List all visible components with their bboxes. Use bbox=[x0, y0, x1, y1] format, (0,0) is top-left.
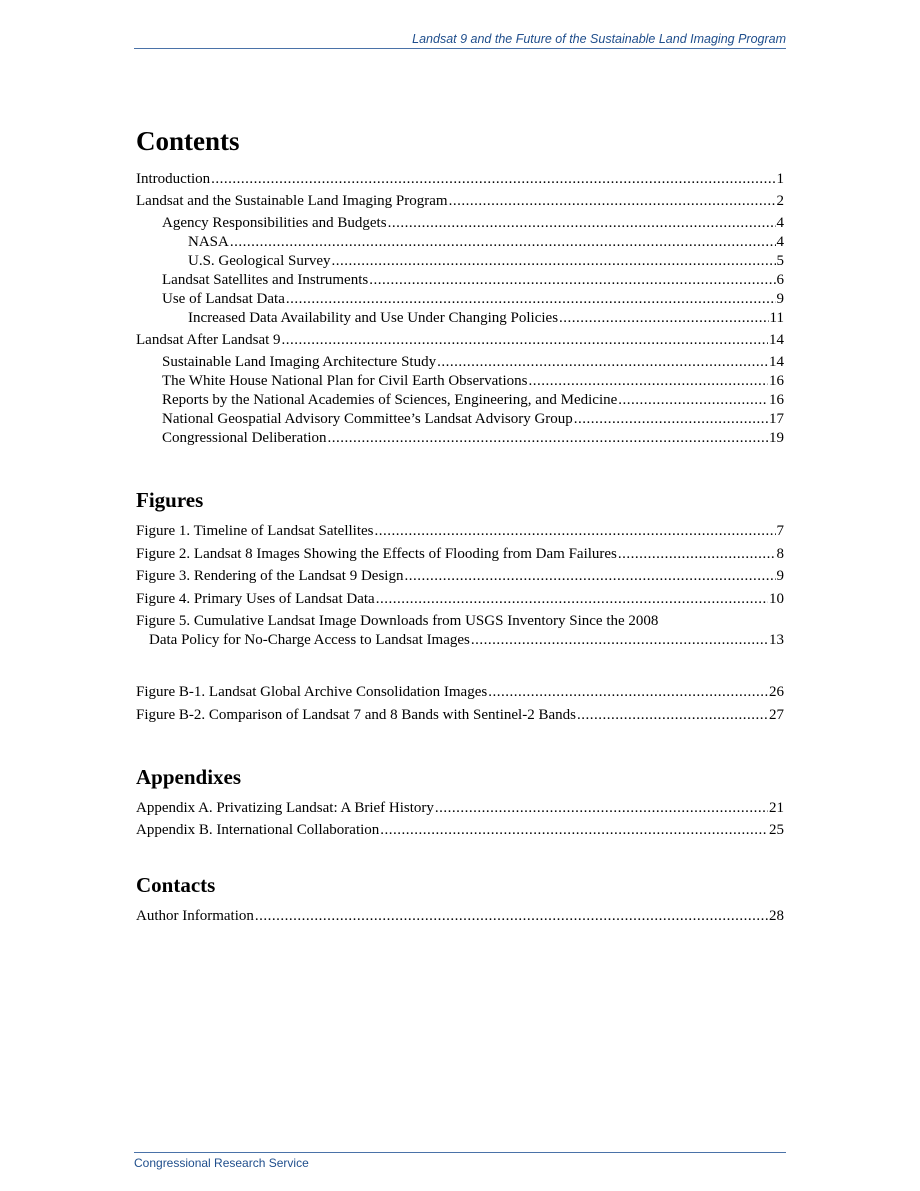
figure-entry[interactable]: Figure 1. Timeline of Landsat Satellites ..... 7 bbox=[136, 522, 784, 541]
running-footer: Congressional Research Service bbox=[134, 1152, 786, 1170]
figures-heading: Figures bbox=[136, 488, 204, 512]
appendix-entry[interactable]: Appendix B. International Collaboration ..... 25 bbox=[136, 821, 784, 840]
contacts-heading: Contacts bbox=[136, 873, 216, 897]
toc-entry[interactable]: Congressional Deliberation ..... 19 bbox=[136, 429, 784, 448]
appendixes-list bbox=[136, 799, 784, 841]
contacts-list bbox=[136, 907, 784, 926]
toc-entry[interactable]: National Geospatial Advisory Committee’s Landsat Advisory Group ..... 17 bbox=[136, 410, 784, 429]
contact-entry[interactable]: Author Information ..... 28 bbox=[136, 907, 784, 926]
figure-entry-page: 13 bbox=[769, 632, 784, 648]
toc-entry[interactable]: Introduction ..... 1 bbox=[136, 170, 784, 189]
toc-entry[interactable]: Sustainable Land Imaging Architecture Study ..... 14 bbox=[136, 353, 784, 372]
figure-entry[interactable]: Figure 3. Rendering of the Landsat 9 Design ..... 9 bbox=[136, 567, 784, 586]
figure-entry[interactable]: Figure 4. Primary Uses of Landsat Data ..... 10 bbox=[136, 590, 784, 609]
appendixes-heading: Appendixes bbox=[136, 764, 242, 789]
toc-entry[interactable]: Use of Landsat Data ..... 9 bbox=[136, 290, 784, 309]
running-header: Landsat 9 and the Future of the Sustainable Land Imaging Program bbox=[134, 32, 786, 49]
figure-entry-line2: Data Policy for No-Charge Access to Landsat Images bbox=[149, 632, 470, 648]
figure-entry[interactable]: Figure 2. Landsat 8 Images Showing the Effects of Flooding from Dam Failures ..... 8 bbox=[136, 545, 784, 564]
figure-entry[interactable] bbox=[136, 612, 784, 650]
figure-entry-line1: Figure 5. Cumulative Landsat Image Downloads from USGS Inventory Since the 2008 bbox=[136, 613, 659, 629]
appendix-entry[interactable]: Appendix A. Privatizing Landsat: A Brief History ..... 21 bbox=[136, 799, 784, 818]
toc-entry[interactable]: U.S. Geological Survey ..... 5 bbox=[136, 252, 784, 271]
toc-entry[interactable]: Agency Responsibilities and Budgets ..... 4 bbox=[136, 214, 784, 233]
toc-entry[interactable]: The White House National Plan for Civil Earth Observations ..... 16 bbox=[136, 372, 784, 391]
contents-list bbox=[136, 170, 784, 448]
contents-heading: Contents bbox=[136, 126, 240, 156]
toc-entry[interactable]: Landsat After Landsat 9 ..... 14 bbox=[136, 331, 784, 350]
figures-list bbox=[136, 522, 784, 725]
toc-entry[interactable]: Landsat and the Sustainable Land Imaging Program ..... 2 bbox=[136, 192, 784, 211]
toc-entry[interactable]: Reports by the National Academies of Sciences, Engineering, and Medicine ..... 16 bbox=[136, 391, 784, 410]
table-of-contents bbox=[136, 126, 784, 930]
figure-entry[interactable]: Figure B-1. Landsat Global Archive Consolidation Images ..... 26 bbox=[136, 683, 784, 702]
figure-entry[interactable]: Figure B-2. Comparison of Landsat 7 and 8 Bands with Sentinel-2 Bands ..... 27 bbox=[136, 706, 784, 725]
toc-entry[interactable]: NASA ..... 4 bbox=[136, 233, 784, 252]
toc-entry[interactable]: Landsat Satellites and Instruments ..... 6 bbox=[136, 271, 784, 290]
toc-entry[interactable]: Increased Data Availability and Use Under Changing Policies ..... 11 bbox=[136, 309, 784, 328]
